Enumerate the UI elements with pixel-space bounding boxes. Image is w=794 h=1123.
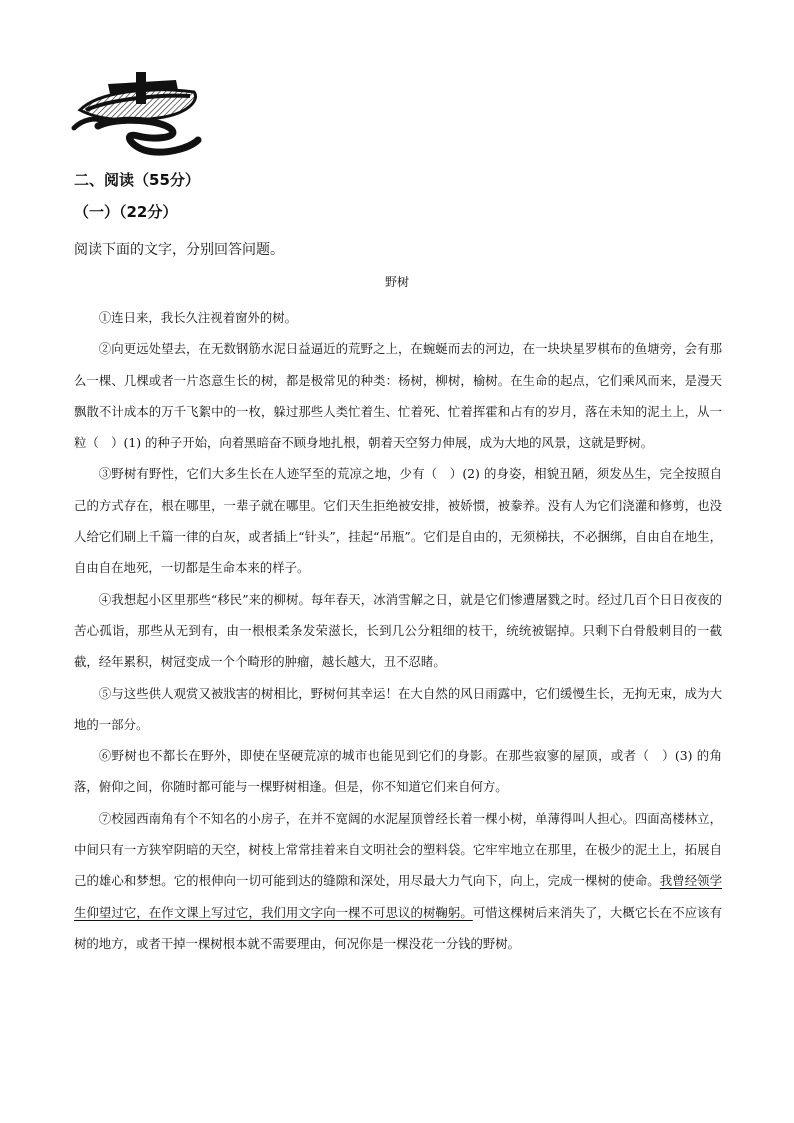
paragraph-7-text: ⑦校园西南角有个不知名的小房子，在并不宽阔的水泥屋顶曾经长着一棵小树，单薄得叫人担心。四面高楼林立，中间只有一方狭窄阴暗的天空，树枝上常常挂着来自文明社会的塑料袋。它牢牢地立在那里，在极少的泥土上，拓展自己的雄心和梦想。它的根伸向一切可能到达的缝隙和深处，用尽最大力气向下，向上，完成一棵树的使命。 — [74, 810, 722, 889]
paragraph-1: ①连日来，我长久注视着窗外的树。 — [98, 310, 298, 325]
reading-instruction: 阅读下面的文字，分别回答问题。 — [74, 242, 284, 258]
paragraph-7-tail: 可惜这棵树后来消失了，大概它长在不应该有树的地方，或者干掉一棵树根本就不需要理由，何况你是一棵没花一分钱的野树。 — [74, 904, 723, 951]
paragraph-2: ②向更远处望去，在无数钢筋水泥日益逼近的荒野之上，在蜿蜒而去的河边，在一块块星罗棋布的鱼塘旁，会有那么一棵、几棵或者一片恣意生长的树，都是极常见的种类：杨树，柳树，榆树。在生命的起点，它们乘风而来，是漫天飘散不计成本的万千飞絮中的一枚，躲过那些人类忙着生、忙着死、忙着挥霍和占有的岁月，落在未知的泥土上，从一粒（ ）(1) 的种子开始，向着黑暗奋不顾身地扎根，朝着天空努力伸展，成为大地的风景，这就是野树。 — [74, 341, 722, 451]
section-title: 二、阅读（55分） — [74, 171, 200, 189]
sub-section-title: （一）（22分） — [74, 203, 178, 221]
paragraph-3: ③野树有野性，它们大多生长在人迹罕至的荒凉之地，少有（ ）(2) 的身姿，相貌丑陋，须发丛生，完全按照自己的方式存在，根在哪里，一辈子就在哪里。它们天生拒绝被安排，被娇惯，被豢养。没有人为它们浇灌和修剪，也没人给它们刷上千篇一律的白灰，或者插上“针头”，挂起“吊瓶”。它们是自由的，无须梯扶，不必捆绑，自由自在地生，自由自在地死，一切都是生命本来的样子。 — [74, 466, 722, 576]
essay-body — [74, 302, 722, 959]
underlined-sentence: 我曾经领学生仰望过它，在作文课上写过它，我们用文字向一棵不可思议的树鞠躬。 — [74, 873, 723, 920]
paragraph-7 — [74, 803, 722, 959]
essay-title: 野树 — [384, 275, 409, 289]
paragraph-6: ⑥野树也不都长在野外，即使在坚硬荒凉的城市也能见到它们的身影。在那些寂寥的屋顶，或者（ ）(3) 的角落，俯仰之间，你随时都可能与一棵野树相逢。但是，你不知道它们来自何方。 — [74, 748, 722, 795]
paragraph-4: ④我想起小区里那些“移民”来的柳树。每年春天，冰消雪解之日，就是它们惨遭屠戮之时。经过几百个日日夜夜的苦心孤诣，那些从无到有，由一根根柔条发荣滋长，长到几公分粗细的枝干，统统被锯掉。只剩下白骨般刺目的一截截，经年累积，树冠变成一个个畸形的肿瘤，越长越大，丑不忍睹。 — [74, 591, 722, 670]
paragraph-5: ⑤与这些供人观赏又被戕害的树相比，野树何其幸运！在大自然的风日雨露中，它们缓慢生长，无拘无束，成为大地的一部分。 — [74, 685, 722, 732]
calligraphy-brush-logo — [68, 70, 210, 160]
